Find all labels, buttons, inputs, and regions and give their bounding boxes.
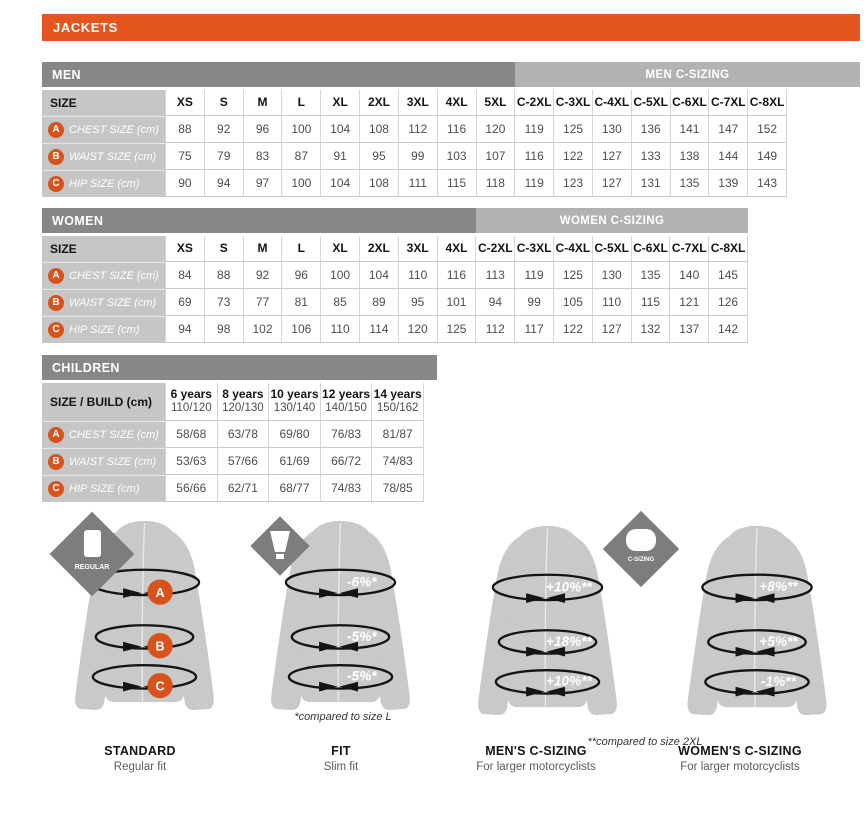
men-header-label: MEN: [52, 67, 81, 82]
size-value-cell: 137: [669, 316, 708, 342]
measurement-row: [42, 142, 786, 169]
size-column-header: S: [204, 236, 243, 261]
women-header: [42, 208, 476, 233]
size-value-cell: 119: [514, 116, 553, 142]
size-value-cell: 126: [708, 289, 747, 315]
size-value-cell: 95: [398, 289, 437, 315]
size-value-cell: 131: [631, 170, 670, 196]
size-value-cell: 57/66: [217, 448, 269, 474]
size-value-cell: 100: [281, 170, 320, 196]
size-value-cell: 101: [437, 289, 476, 315]
diagram-title: STANDARD: [104, 744, 176, 758]
size-value-cell: 97: [243, 170, 282, 196]
size-value-cell: 88: [165, 116, 204, 142]
size-value-cell: 144: [708, 143, 747, 169]
size-column-header: [217, 383, 269, 420]
men-size-table: [42, 62, 860, 197]
size-value-cell: 114: [359, 316, 398, 342]
size-value-cell: 127: [592, 316, 631, 342]
age-label: 10 years: [270, 386, 319, 401]
size-value-cell: 125: [437, 316, 476, 342]
women-table-header-bar: [42, 208, 748, 233]
size-value-cell: 61/69: [268, 448, 320, 474]
size-value-cell: 92: [204, 116, 243, 142]
measurement-marker-a: A: [48, 268, 64, 284]
footnote-size-l: *compared to size L: [294, 711, 392, 723]
size-value-cell: 100: [281, 116, 320, 142]
size-value-cell: 102: [243, 316, 282, 342]
age-label: 14 years: [373, 386, 422, 401]
children-header-label: CHILDREN: [52, 360, 120, 375]
size-column-header: 4XL: [437, 90, 476, 115]
measurement-label-text: CHEST SIZE (cm): [69, 123, 159, 136]
ring-marker-letter: C: [155, 679, 165, 694]
c-sizing-badge-label: C-SIZING: [627, 557, 655, 563]
size-column-header: C-5XL: [592, 236, 631, 261]
children-table-header-bar: [42, 355, 437, 380]
size-value-cell: 139: [708, 170, 747, 196]
regular-fit-badge: [46, 508, 138, 600]
measurement-label: [42, 116, 165, 142]
size-value-cell: 120: [476, 116, 515, 142]
ring-percent-label: +8%**: [759, 579, 798, 595]
women-size-grid: [42, 236, 748, 343]
size-value-cell: 152: [747, 116, 786, 142]
caption-standard: [40, 744, 240, 773]
size-column-header: C-5XL: [631, 90, 670, 115]
size-value-cell: 90: [165, 170, 204, 196]
size-value-cell: 140: [669, 262, 708, 288]
build-range-label: 140/150: [325, 401, 367, 414]
women-size-table: [42, 208, 748, 343]
measurement-row: [42, 420, 423, 447]
diagram-subtitle: For larger motorcyclists: [476, 761, 596, 773]
size-column-header: 2XL: [359, 90, 398, 115]
children-header: [42, 355, 437, 380]
measurement-label: [42, 170, 165, 196]
size-value-cell: 123: [553, 170, 592, 196]
size-value-cell: 94: [165, 316, 204, 342]
size-value-cell: 141: [670, 116, 709, 142]
women-csizing-label: WOMEN C-SIZING: [559, 214, 665, 227]
page-title-text: JACKETS: [53, 20, 118, 35]
size-value-cell: 112: [475, 316, 514, 342]
size-column-header: [320, 383, 372, 420]
size-value-cell: 73: [204, 289, 243, 315]
measurement-label: [42, 475, 165, 501]
men-size-grid: [42, 90, 787, 197]
size-value-cell: 81/87: [371, 421, 423, 447]
men-size-header-row: [42, 90, 786, 115]
size-column-header: C-6XL: [631, 236, 670, 261]
size-column-header: C-4XL: [592, 90, 631, 115]
diagram-subtitle: Slim fit: [323, 761, 359, 773]
size-value-cell: 53/63: [165, 448, 217, 474]
size-value-cell: 135: [670, 170, 709, 196]
size-value-cell: 142: [708, 316, 747, 342]
size-value-cell: 58/68: [165, 421, 217, 447]
size-column-header: C-4XL: [553, 236, 592, 261]
size-column-header: [268, 383, 320, 420]
size-value-cell: 143: [747, 170, 786, 196]
size-value-cell: 113: [475, 262, 514, 288]
build-range-label: 110/120: [170, 401, 212, 414]
size-value-cell: 133: [631, 143, 670, 169]
size-column-header: C-8XL: [747, 90, 786, 115]
size-value-cell: 125: [553, 116, 592, 142]
size-column-header: [165, 383, 217, 420]
women-size-header-row: [42, 236, 747, 261]
size-value-cell: 116: [437, 262, 476, 288]
size-column-header: C-6XL: [670, 90, 709, 115]
size-value-cell: 99: [514, 289, 553, 315]
diagram-title: WOMEN'S C-SIZING: [678, 744, 802, 758]
ring-percent-label: +18%**: [545, 633, 592, 649]
size-value-cell: 74/83: [320, 475, 372, 501]
ring-percent-label: +10%**: [545, 673, 592, 689]
size-column-header: XS: [165, 236, 204, 261]
size-value-cell: 115: [437, 170, 476, 196]
size-value-cell: 104: [320, 170, 359, 196]
size-value-cell: 116: [514, 143, 553, 169]
slim-fit-icon-base: [276, 554, 284, 559]
measurement-label-text: WAIST SIZE (cm): [69, 455, 157, 468]
build-range-label: 150/162: [376, 401, 419, 414]
size-value-cell: 99: [398, 143, 437, 169]
size-value-cell: 69: [165, 289, 204, 315]
men-csizing-header: [515, 62, 860, 87]
size-column-header: L: [281, 236, 320, 261]
measurement-row: [42, 315, 747, 342]
size-column-header: C-2XL: [475, 236, 514, 261]
size-value-cell: 81: [281, 289, 320, 315]
children-size-grid: [42, 383, 424, 502]
size-column-label: SIZE: [42, 236, 165, 261]
measurement-row: [42, 474, 423, 501]
ring-percent-label: -5%*: [347, 628, 377, 644]
size-value-cell: 108: [359, 170, 398, 196]
size-value-cell: 75: [165, 143, 204, 169]
men-table-header-bar: [42, 62, 860, 87]
size-column-header: M: [243, 90, 282, 115]
size-value-cell: 117: [514, 316, 553, 342]
size-value-cell: 103: [437, 143, 476, 169]
build-range-label: 120/130: [222, 401, 264, 414]
size-value-cell: 112: [398, 116, 437, 142]
size-value-cell: 138: [670, 143, 709, 169]
measurement-marker-a: A: [48, 122, 64, 138]
size-value-cell: 121: [669, 289, 708, 315]
measurement-label: [42, 143, 165, 169]
measurement-row: [42, 115, 786, 142]
age-label: 12 years: [322, 386, 371, 401]
caption-womens-csizing: [640, 744, 840, 773]
diagram-subtitle: Regular fit: [113, 761, 167, 773]
size-value-cell: 118: [476, 170, 515, 196]
size-value-cell: 104: [320, 116, 359, 142]
size-column-header: C-7XL: [669, 236, 708, 261]
size-value-cell: 62/71: [217, 475, 269, 501]
size-value-cell: 147: [708, 116, 747, 142]
size-column-header: 3XL: [398, 90, 437, 115]
size-value-cell: 89: [359, 289, 398, 315]
measurement-label-text: CHEST SIZE (cm): [69, 269, 159, 282]
regular-badge-label: REGULAR: [74, 564, 110, 571]
measurement-marker-b: B: [48, 295, 64, 311]
ring-percent-label: -1%**: [761, 673, 796, 689]
size-value-cell: 107: [476, 143, 515, 169]
size-value-cell: 92: [243, 262, 282, 288]
size-column-header: C-7XL: [708, 90, 747, 115]
size-value-cell: 77: [243, 289, 282, 315]
size-column-label: SIZE / BUILD (cm): [42, 383, 165, 420]
size-value-cell: 100: [320, 262, 359, 288]
ring-marker-letter: A: [155, 586, 165, 600]
size-column-header: C-3XL: [514, 236, 553, 261]
ring-percent-label: +10%**: [545, 579, 592, 595]
size-value-cell: 106: [281, 316, 320, 342]
size-value-cell: 111: [398, 170, 437, 196]
measurement-row: [42, 169, 786, 196]
measurement-label: [42, 262, 165, 288]
size-value-cell: 116: [437, 116, 476, 142]
size-value-cell: 135: [631, 262, 670, 288]
size-value-cell: 98: [204, 316, 243, 342]
size-value-cell: 83: [243, 143, 282, 169]
size-value-cell: 119: [514, 262, 553, 288]
size-value-cell: 91: [320, 143, 359, 169]
size-value-cell: 94: [204, 170, 243, 196]
women-header-label: WOMEN: [52, 213, 104, 228]
ring-percent-label: +5%**: [759, 633, 798, 649]
size-value-cell: 110: [320, 316, 359, 342]
regular-fit-icon: [84, 530, 101, 557]
measurement-row: [42, 261, 747, 288]
size-column-header: 2XL: [359, 236, 398, 261]
size-value-cell: 96: [243, 116, 282, 142]
size-value-cell: 149: [747, 143, 786, 169]
measurement-label: [42, 316, 165, 342]
size-column-header: C-2XL: [514, 90, 553, 115]
measurement-label-text: WAIST SIZE (cm): [69, 296, 157, 309]
ring-percent-label: -5%*: [347, 668, 377, 684]
size-column-header: [371, 383, 423, 420]
size-column-header: S: [204, 90, 243, 115]
size-value-cell: 130: [592, 262, 631, 288]
measurement-label-text: WAIST SIZE (cm): [69, 150, 157, 163]
measurement-row: [42, 447, 423, 474]
size-value-cell: 130: [592, 116, 631, 142]
size-column-header: C-3XL: [553, 90, 592, 115]
page-title: [42, 14, 860, 41]
size-column-header: C-8XL: [708, 236, 747, 261]
ring-marker-letter: B: [155, 639, 165, 654]
women-csizing-header: [476, 208, 748, 233]
size-value-cell: 69/80: [268, 421, 320, 447]
size-value-cell: 122: [553, 316, 592, 342]
size-value-cell: 78/85: [371, 475, 423, 501]
size-value-cell: 105: [553, 289, 592, 315]
size-value-cell: 127: [592, 170, 631, 196]
size-value-cell: 119: [514, 170, 553, 196]
size-value-cell: 63/78: [217, 421, 269, 447]
measurement-marker-c: C: [48, 322, 64, 338]
size-value-cell: 84: [165, 262, 204, 288]
measurement-label: [42, 421, 165, 447]
size-column-header: M: [243, 236, 282, 261]
size-value-cell: 115: [631, 289, 670, 315]
measurement-label: [42, 289, 165, 315]
measurement-marker-a: A: [48, 427, 64, 443]
size-column-header: XL: [320, 90, 359, 115]
size-value-cell: 108: [359, 116, 398, 142]
size-column-header: 3XL: [398, 236, 437, 261]
size-column-header: L: [281, 90, 320, 115]
diagram-title: MEN'S C-SIZING: [485, 744, 587, 758]
size-column-header: 5XL: [476, 90, 515, 115]
build-range-label: 130/140: [273, 401, 316, 414]
size-value-cell: 88: [204, 262, 243, 288]
size-column-label: SIZE: [42, 90, 165, 115]
size-value-cell: 79: [204, 143, 243, 169]
children-size-header-row: [42, 383, 423, 420]
size-value-cell: 87: [281, 143, 320, 169]
age-label: 6 years: [170, 386, 212, 401]
men-header: [42, 62, 515, 87]
size-column-header: XL: [320, 236, 359, 261]
measurement-marker-c: C: [48, 176, 64, 192]
size-value-cell: 120: [398, 316, 437, 342]
diagram-title: FIT: [331, 744, 351, 758]
measurement-marker-b: B: [48, 149, 64, 165]
men-csizing-label: MEN C-SIZING: [645, 68, 730, 81]
size-value-cell: 110: [398, 262, 437, 288]
c-sizing-badge: [602, 510, 680, 588]
slim-fit-badge: [246, 512, 314, 580]
size-value-cell: 104: [359, 262, 398, 288]
womens-csizing-jacket-diagram: [662, 523, 852, 718]
caption-mens-csizing: [436, 744, 636, 773]
size-column-header: XS: [165, 90, 204, 115]
measurement-marker-c: C: [48, 481, 64, 497]
size-value-cell: 56/66: [165, 475, 217, 501]
size-value-cell: 95: [359, 143, 398, 169]
size-value-cell: 125: [553, 262, 592, 288]
size-column-header: 4XL: [437, 236, 476, 261]
caption-fit: [241, 744, 441, 773]
measurement-label-text: HIP SIZE (cm): [69, 323, 140, 336]
size-value-cell: 136: [631, 116, 670, 142]
size-value-cell: 68/77: [268, 475, 320, 501]
measurement-marker-b: B: [48, 454, 64, 470]
size-value-cell: 110: [592, 289, 631, 315]
measurement-label-text: CHEST SIZE (cm): [69, 428, 159, 441]
size-value-cell: 122: [553, 143, 592, 169]
ring-percent-label: -6%*: [347, 574, 377, 590]
size-value-cell: 76/83: [320, 421, 372, 447]
children-size-table: [42, 355, 437, 502]
measurement-label: [42, 448, 165, 474]
size-value-cell: 74/83: [371, 448, 423, 474]
measurement-label-text: HIP SIZE (cm): [69, 177, 140, 190]
size-value-cell: 145: [708, 262, 747, 288]
size-value-cell: 132: [631, 316, 670, 342]
size-value-cell: 94: [475, 289, 514, 315]
measurement-label-text: HIP SIZE (cm): [69, 482, 140, 495]
age-label: 8 years: [222, 386, 264, 401]
footnote-size-2xl: **compared to size 2XL: [587, 736, 703, 748]
diagram-subtitle: For larger motorcyclists: [680, 761, 800, 773]
c-sizing-icon: [626, 529, 656, 551]
size-value-cell: 85: [320, 289, 359, 315]
measurement-row: [42, 288, 747, 315]
size-value-cell: 127: [592, 143, 631, 169]
size-value-cell: 66/72: [320, 448, 372, 474]
size-value-cell: 96: [281, 262, 320, 288]
